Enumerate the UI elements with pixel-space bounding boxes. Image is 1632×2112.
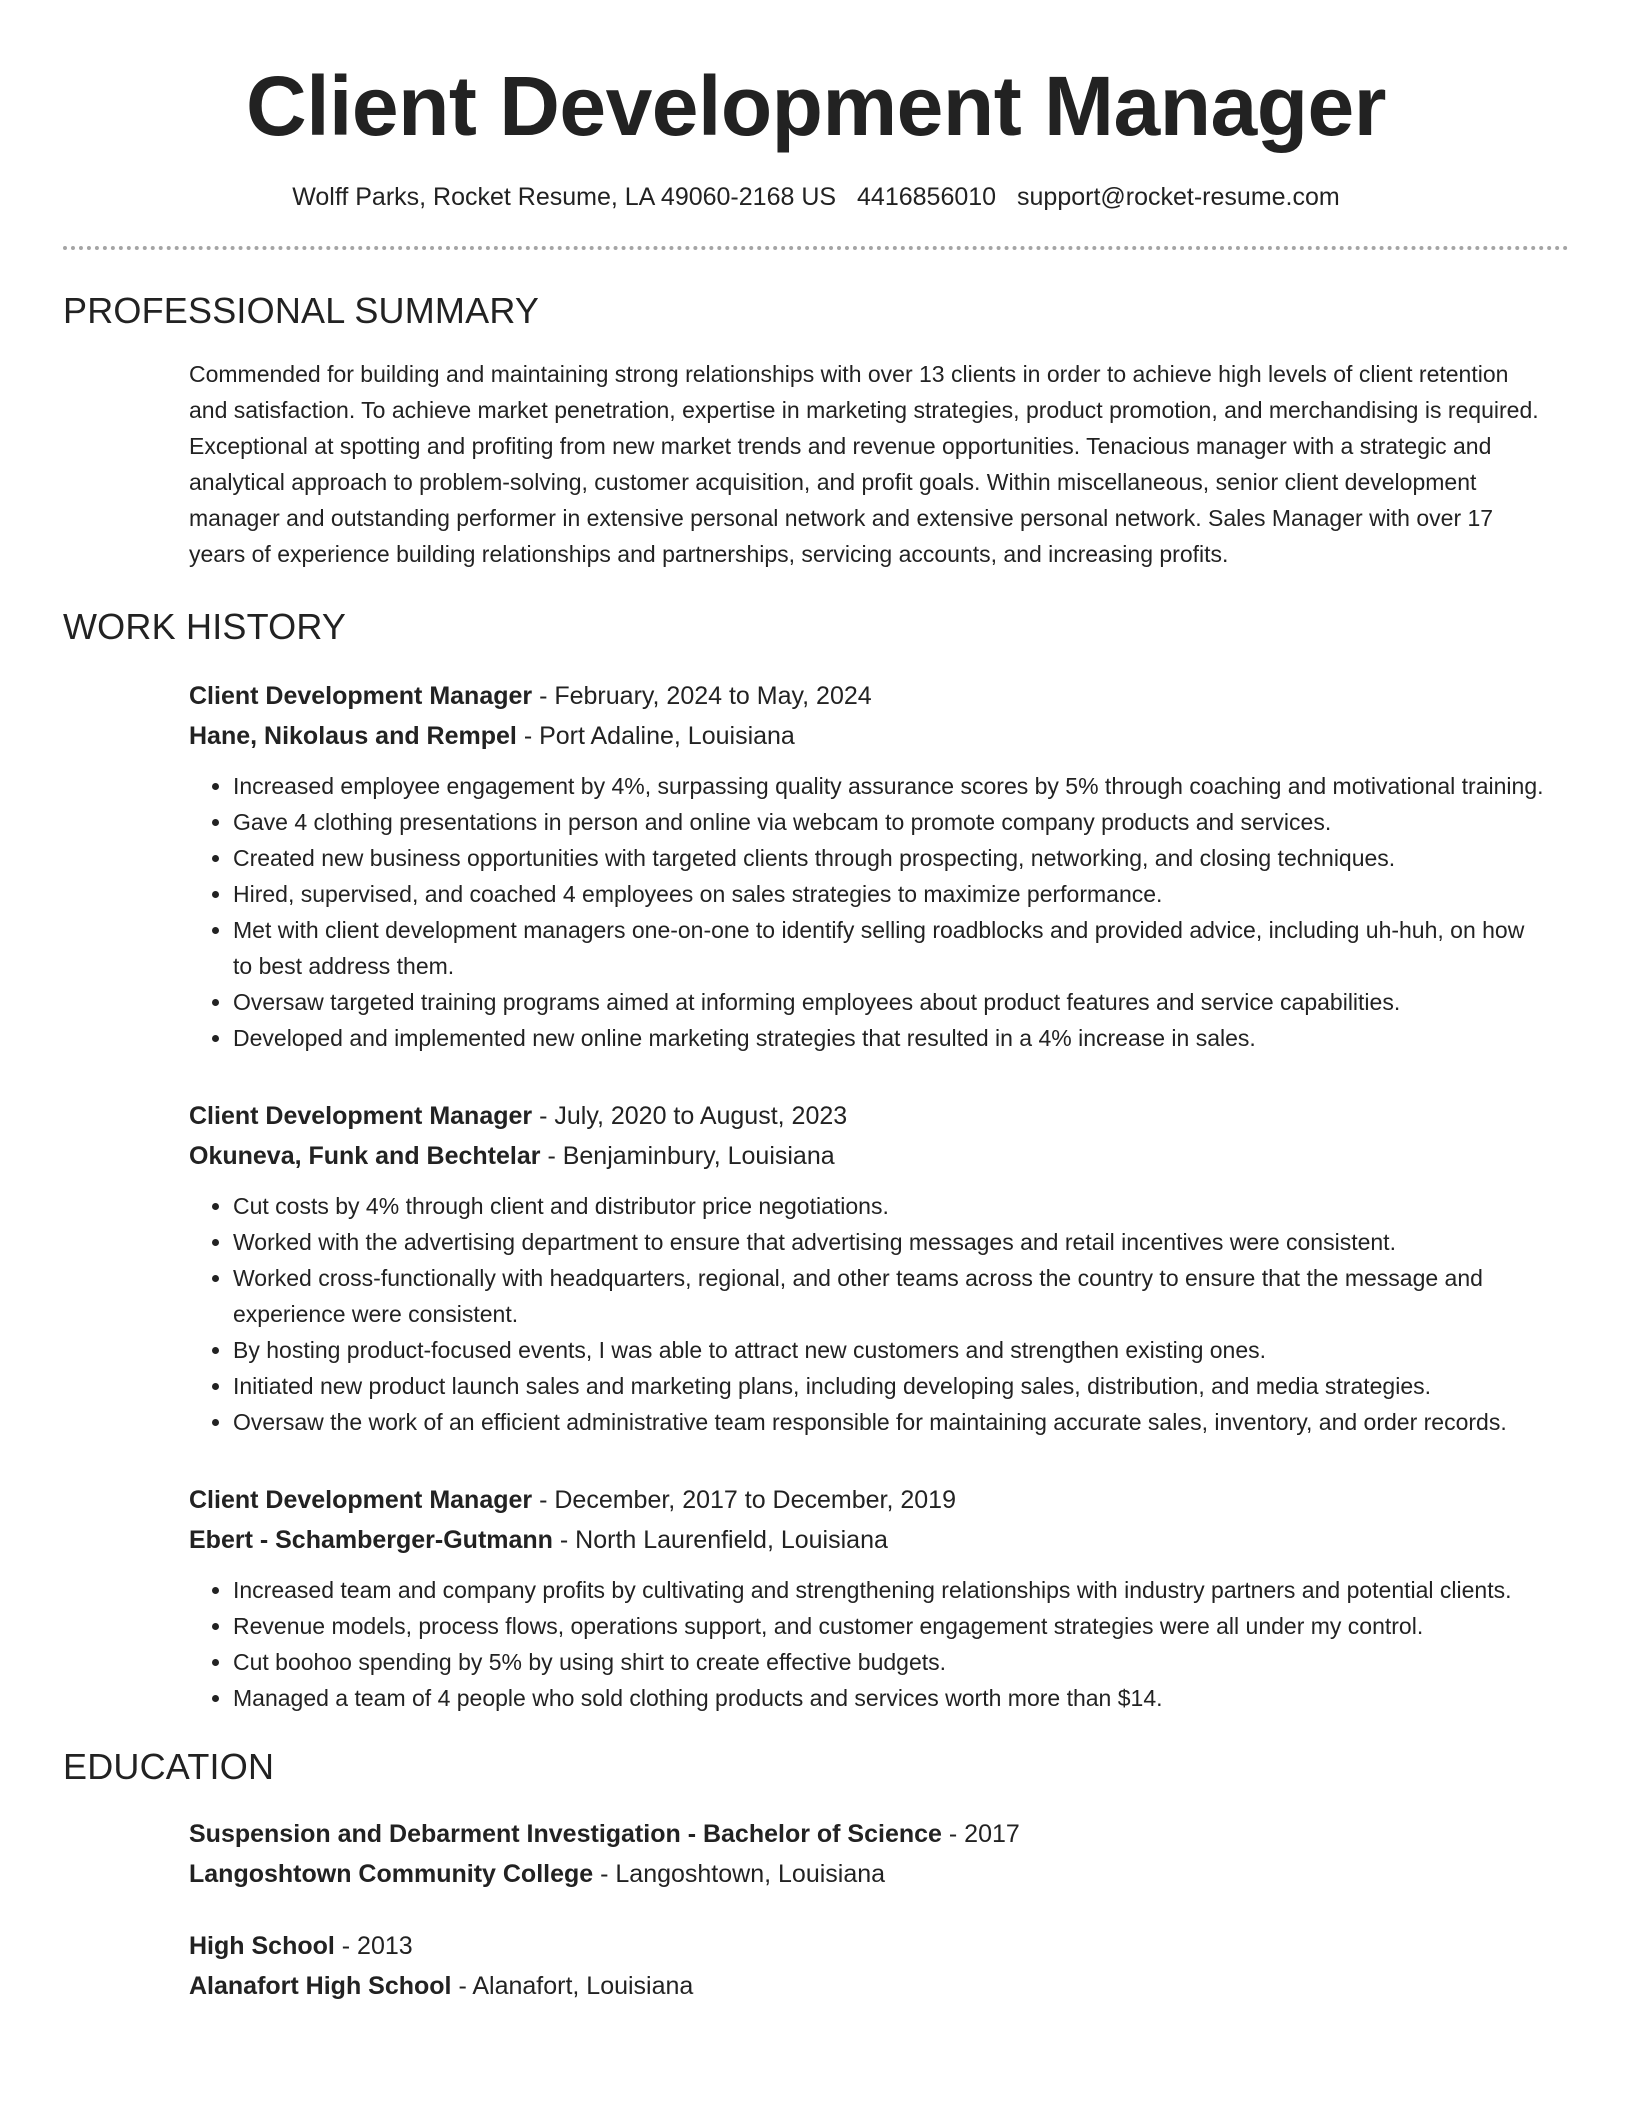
professional-summary-section <box>63 290 1569 572</box>
job-company-line <box>189 1520 1569 1560</box>
job-title-line <box>189 1096 1569 1136</box>
list-item: • Increased team and company profits by cultivating and strengthening relationships with industry partners and potential clients. <box>233 1572 1549 1608</box>
work-history-section <box>63 606 1569 1716</box>
list-item: • Initiated new product launch sales and marketing plans, including developing sales, distribution, and media strategies. <box>233 1368 1549 1404</box>
job-bullets <box>189 1188 1569 1440</box>
school-line <box>189 1966 1569 2006</box>
job-company: Okuneva, Funk and Bechtelar <box>189 1142 541 1170</box>
list-item: • Met with client development managers one-on-one to identify selling roadblocks and provided advice, including uh-huh, on how to best address them. <box>233 912 1549 984</box>
degree-name: Suspension and Debarment Investigation - Bachelor of Science <box>189 1820 942 1848</box>
job-dates: - July, 2020 to August, 2023 <box>532 1102 848 1130</box>
job-role: Client Development Manager <box>189 1486 533 1514</box>
list-item: • Worked with the advertising department to ensure that advertising messages and retail incentives were consistent. <box>233 1224 1549 1260</box>
education-entry <box>189 1814 1569 1894</box>
job-entry <box>189 1480 1569 1716</box>
list-item: • Cut costs by 4% through client and distributor price negotiations. <box>233 1188 1549 1224</box>
school-location: - Alanafort, Louisiana <box>451 1972 694 2000</box>
summary-text: Commended for building and maintaining strong relationships with over 13 clients in order to achieve high levels of client retention and satisfaction. To achieve market penetration, expertise in marketing strategies, product promotion, and merchandising is required. Exceptional at spotting and profiting from new market trends and revenue opportunities. Tenacious manager with a strategic and analytical approach to problem-solving, customer acquisition, and profit goals. Within miscellaneous, senior client development manager and outstanding performer in extensive personal network and extensive personal network. Sales Manager with over 17 years of experience building relationships and partnerships, servicing accounts, and increasing profits. <box>189 361 1539 567</box>
school-location: - Langoshtown, Louisiana <box>593 1860 886 1888</box>
list-item: • By hosting product-focused events, I was able to attract new customers and strengthen existing ones. <box>233 1332 1549 1368</box>
job-title-line <box>189 1480 1569 1520</box>
header-divider <box>63 246 1569 250</box>
job-company-line <box>189 1136 1569 1176</box>
job-location: - North Laurenfield, Louisiana <box>552 1526 888 1554</box>
list-item: • Worked cross-functionally with headquarters, regional, and other teams across the country to ensure that the message and experience were consistent. <box>233 1260 1549 1332</box>
list-item: • Developed and implemented new online marketing strategies that resulted in a 4% increase in sales. <box>233 1020 1549 1056</box>
job-role: Client Development Manager <box>189 682 533 710</box>
section-heading: WORK HISTORY <box>63 606 347 647</box>
list-item: • Created new business opportunities with targeted clients through prospecting, networking, and closing techniques. <box>233 840 1549 876</box>
job-entry <box>189 1096 1569 1440</box>
job-dates: - February, 2024 to May, 2024 <box>532 682 872 710</box>
resume-title: Client Development Manager <box>246 59 1386 153</box>
job-company-line <box>189 716 1569 756</box>
list-item: • Managed a team of 4 people who sold clothing products and services worth more than $14. <box>233 1680 1549 1716</box>
list-item: • Cut boohoo spending by 5% by using shirt to create effective budgets. <box>233 1644 1549 1680</box>
education-section <box>63 1746 1569 2006</box>
job-entry <box>189 676 1569 1056</box>
list-item: • Revenue models, process flows, operations support, and customer engagement strategies were all under my control. <box>233 1608 1549 1644</box>
degree-year: - 2017 <box>941 1820 1020 1848</box>
job-bullets <box>189 1572 1569 1716</box>
contact-phone: 4416856010 <box>857 183 997 211</box>
degree-name: High School <box>189 1932 335 1960</box>
list-item: • Hired, supervised, and coached 4 employees on sales strategies to maximize performance. <box>233 876 1549 912</box>
contact-email: support@rocket-resume.com <box>1017 183 1340 211</box>
section-heading: EDUCATION <box>63 1746 275 1787</box>
list-item: • Oversaw targeted training programs aimed at informing employees about product features and service capabilities. <box>233 984 1549 1020</box>
job-location: - Port Adaline, Louisiana <box>516 722 795 750</box>
list-item: • Gave 4 clothing presentations in person and online via webcam to promote company products and services. <box>233 804 1549 840</box>
job-title-line <box>189 676 1569 716</box>
job-location: - Benjaminbury, Louisiana <box>540 1142 835 1170</box>
contact-line <box>63 182 1569 212</box>
list-item: • Increased employee engagement by 4%, surpassing quality assurance scores by 5% through coaching and motivational training. <box>233 768 1549 804</box>
job-dates: - December, 2017 to December, 2019 <box>532 1486 956 1514</box>
degree-line <box>189 1926 1569 1966</box>
school-name: Alanafort High School <box>189 1972 452 2000</box>
list-item: • Oversaw the work of an efficient administrative team responsible for maintaining accurate sales, inventory, and order records. <box>233 1404 1549 1440</box>
school-line <box>189 1854 1569 1894</box>
education-entry <box>189 1926 1569 2006</box>
job-role: Client Development Manager <box>189 1102 533 1130</box>
degree-line <box>189 1814 1569 1854</box>
job-company: Hane, Nikolaus and Rempel <box>189 722 517 750</box>
job-company: Ebert - Schamberger-Gutmann <box>189 1526 553 1554</box>
degree-year: - 2013 <box>334 1932 413 1960</box>
job-bullets <box>189 768 1569 1056</box>
section-heading: PROFESSIONAL SUMMARY <box>63 290 540 331</box>
contact-address: Wolff Parks, Rocket Resume, LA 49060-2168 US <box>292 183 837 211</box>
school-name: Langoshtown Community College <box>189 1860 594 1888</box>
